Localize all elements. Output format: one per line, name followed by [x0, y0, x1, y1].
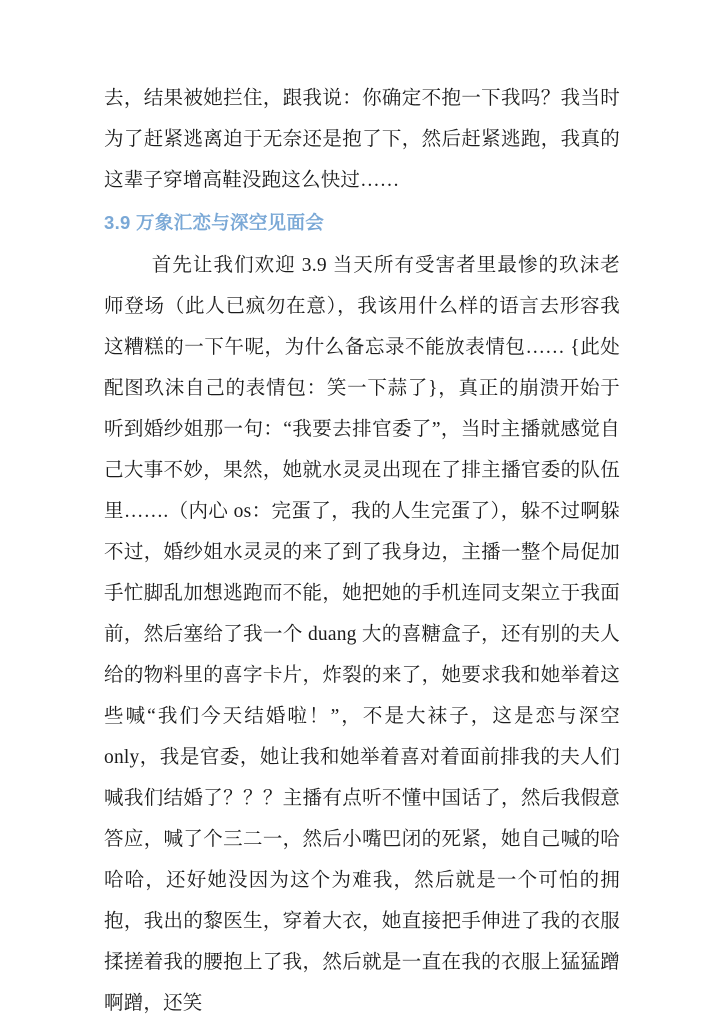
paragraph-top: 去，结果被她拦住，跟我说：你确定不抱一下我吗？我当时为了赶紧逃离迫于无奈还是抱了下，然后赶紧逃跑，我真的这辈子穿增高鞋没跑这么快过…… — [104, 88, 620, 191]
section-heading: 3.9 万象汇恋与深空见面会 — [104, 212, 325, 233]
paragraph-body: 首先让我们欢迎 3.9 当天所有受害者里最惨的玖沫老师登场（此人已疯勿在意），我该用什么样的语言去形容我这糟糕的一下午呢，为什么备忘录不能放表情包…… {此处配图玖沫自己的表情包：笑一下蒜了}，真正的崩溃开始于听到婚纱姐那一句：“我要去排官委了”，当时主播就感觉自己大事不妙，果然，她就水灵灵出现在了排主播官委的队伍里…….（内心 os：完蛋了，我的人生完蛋了），躲不过啊躲不过，婚纱姐水灵灵的来了到了我身边，主播一整个局促加手忙脚乱加想逃跑而不能，她把她的手机连同支架立于我面前，然后塞给了我一个 duang 大的喜糖盒子，还有别的夫人给的物料里的喜字卡片，炸裂的来了，她要求我和她举着这些喊“我们今天结婚啦！”，不是大袜子，这是恋与深空 only，我是官委，她让我和她举着喜对着面前排我的夫人们喊我们结婚了？？？主播有点听不懂中国话了，然后我假意答应，喊了个三二一，然后小嘴巴闭的死紧，她自己喊的哈哈哈，还好她没因为这个为难我，然后就是一个可怕的拥抱，我出的黎医生，穿着大衣，她直接把手伸进了我的衣服揉搓着我的腰抱上了我，然后就是一直在我的衣服上猛猛蹭啊蹭，还笑 — [104, 255, 620, 1014]
